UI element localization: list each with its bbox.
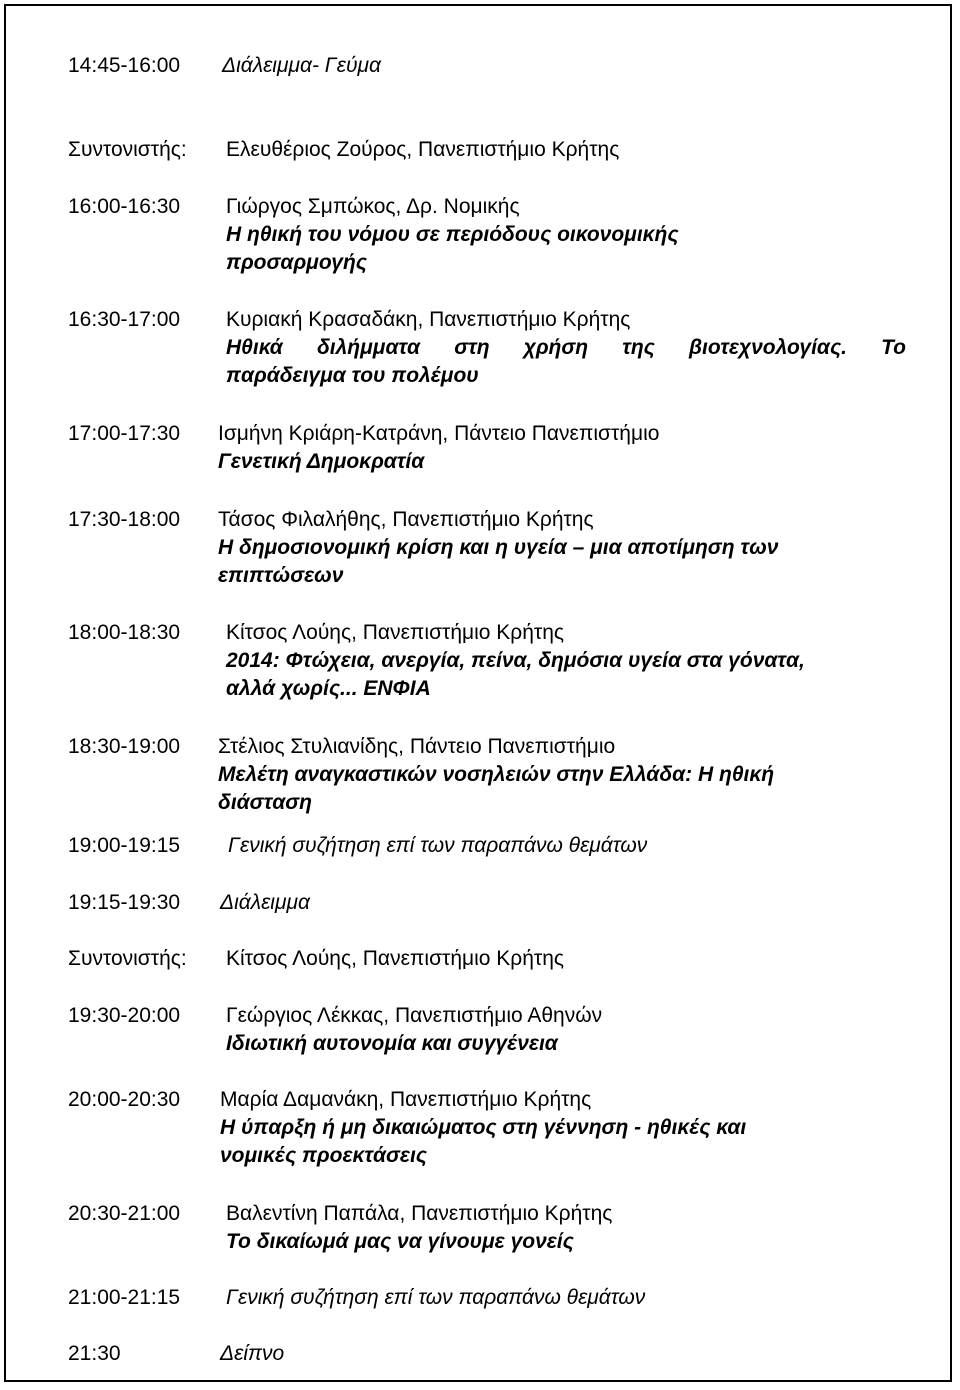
talk-title: προσαρμογής (226, 251, 367, 274)
time-slot: 20:30-21:00 (68, 1202, 181, 1225)
talk-title: Η δημοσιονομική κρίση και η υγεία – μια αποτίμηση των (218, 536, 779, 559)
speaker-affiliation: Κίτσος Λούης, Πανεπιστήμιο Κρήτης (226, 947, 565, 970)
speaker-affiliation: Ισμήνη Κριάρη-Κατράνη, Πάντειο Πανεπιστήμιο (218, 422, 660, 445)
time-slot: 17:00-17:30 (68, 422, 181, 445)
talk-title: διάσταση (218, 791, 312, 814)
time-slot: 16:30-17:00 (68, 308, 181, 331)
speaker-affiliation: Γεώργιος Λέκκας, Πανεπιστήμιο Αθηνών (226, 1004, 603, 1027)
talk-title: αλλά χωρίς... ΕΝΦΙΑ (226, 677, 431, 700)
session-label: Δείπνο (220, 1342, 285, 1365)
talk-title: Ηθικά διλήμματα στη χρήση της βιοτεχνολογίας. Το (226, 336, 906, 359)
speaker-affiliation: Μαρία Δαμανάκη, Πανεπιστήμιο Κρήτης (220, 1088, 592, 1111)
session-label: Γενική συζήτηση επί των παραπάνω θεμάτων (226, 1286, 646, 1309)
time-slot: Συντονιστής: (68, 947, 187, 970)
talk-title: Η ύπαρξη ή μη δικαιώματος στη γέννηση - ηθικές και (220, 1116, 747, 1139)
time-slot: 18:30-19:00 (68, 735, 181, 758)
speaker-affiliation: Γιώργος Σμπώκος, Δρ. Νομικής (226, 195, 520, 218)
time-slot: 20:00-20:30 (68, 1088, 181, 1111)
time-slot: Συντονιστής: (68, 138, 187, 161)
talk-title: νομικές προεκτάσεις (220, 1144, 427, 1167)
time-slot: 21:30 (68, 1342, 121, 1365)
speaker-affiliation: Ελευθέριος Ζούρος, Πανεπιστήμιο Κρήτης (226, 138, 620, 161)
session-label: Διάλειμμα (220, 891, 310, 914)
talk-title: Μελέτη αναγκαστικών νοσηλειών στην Ελλάδα: Η ηθική (218, 763, 775, 786)
time-slot: 17:30-18:00 (68, 508, 181, 531)
talk-title: Γενετική Δημοκρατία (218, 450, 425, 473)
speaker-affiliation: Στέλιος Στυλιανίδης, Πάντειο Πανεπιστήμιο (218, 735, 616, 758)
talk-title: παράδειγμα του πολέμου (226, 364, 479, 387)
talk-title: Το δικαίωμά μας να γίνουμε γονείς (226, 1230, 574, 1253)
speaker-affiliation: Βαλεντίνη Παπάλα, Πανεπιστήμιο Κρήτης (226, 1202, 613, 1225)
time-slot: 21:00-21:15 (68, 1286, 181, 1309)
speaker-affiliation: Κυριακή Κρασαδάκη, Πανεπιστήμιο Κρήτης (226, 308, 631, 331)
time-slot: 19:30-20:00 (68, 1004, 181, 1027)
speaker-affiliation: Κίτσος Λούης, Πανεπιστήμιο Κρήτης (226, 621, 565, 644)
talk-title: Ιδιωτική αυτονομία και συγγένεια (226, 1032, 558, 1055)
time-slot: 19:00-19:15 (68, 834, 181, 857)
session-label: Διάλειμμα- Γεύμα (222, 54, 382, 77)
time-slot: 14:45-16:00 (68, 54, 181, 77)
talk-title: Η ηθική του νόμου σε περιόδους οικονομικής (226, 223, 679, 246)
time-slot: 16:00-16:30 (68, 195, 181, 218)
speaker-affiliation: Τάσος Φιλαλήθης, Πανεπιστήμιο Κρήτης (218, 508, 594, 531)
time-slot: 19:15-19:30 (68, 891, 181, 914)
talk-title: επιπτώσεων (218, 564, 344, 587)
talk-title: 2014: Φτώχεια, ανεργία, πείνα, δημόσια υγεία στα γόνατα, (226, 649, 805, 672)
time-slot: 18:00-18:30 (68, 621, 181, 644)
session-label: Γενική συζήτηση επί των παραπάνω θεμάτων (228, 834, 648, 857)
